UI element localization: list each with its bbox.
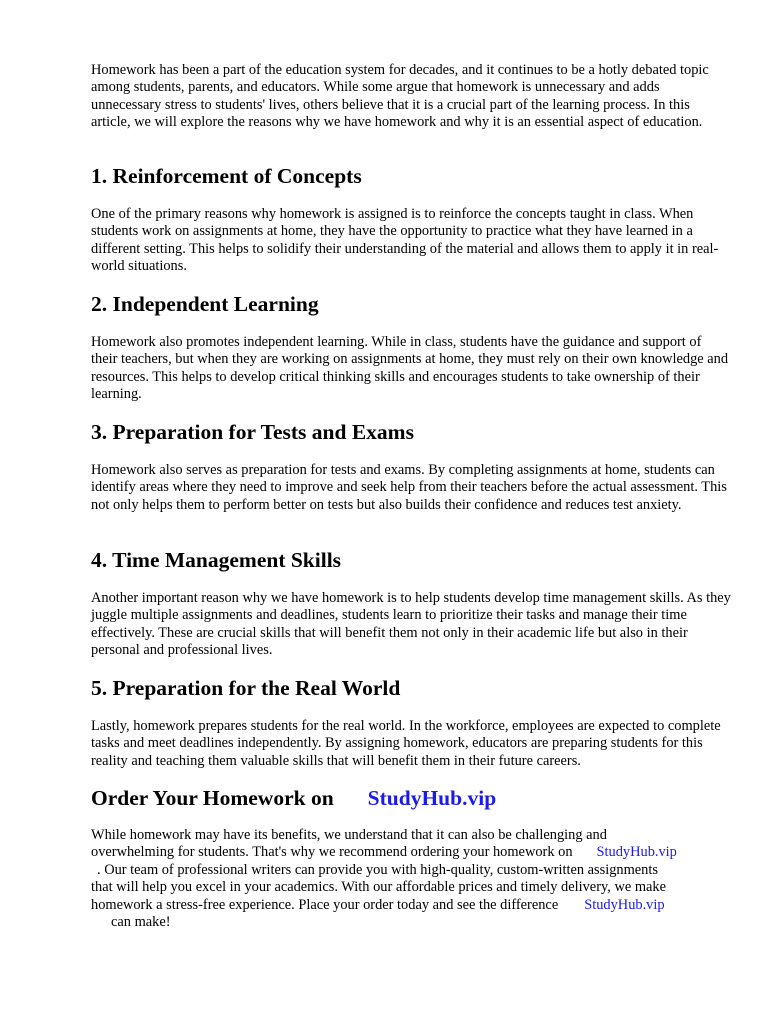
section-heading-reinforcement: 1. Reinforcement of Concepts bbox=[91, 164, 362, 188]
section-heading-independent-learning: 2. Independent Learning bbox=[91, 292, 319, 316]
section-heading-real-world: 5. Preparation for the Real World bbox=[91, 676, 401, 700]
intro-paragraph: Homework has been a part of the education system for decades, and it continues to be a hotly debated topic among students, parents, and educators. While some argue that homework is unnecessary and adds unnecessary stress to students' lives, others believe that it is a crucial part of the learning process. In this article, we will explore the reasons why we have homework and why it is an essential aspect of education. bbox=[91, 62, 709, 131]
section-body-real-world: Lastly, homework prepares students for the real world. In the workforce, employees are expected to complete tasks and meet deadlines independently. By assigning homework, educators are preparing students for this reality and teaching them valuable skills that will benefit them in their future careers. bbox=[91, 718, 721, 769]
closing-line-2-text: overwhelming for students. That's why we recommend ordering your homework on bbox=[91, 844, 573, 861]
order-heading-text: Order Your Homework on bbox=[91, 786, 334, 810]
closing-line-5-text: homework a stress-free experience. Place your order today and see the difference bbox=[91, 896, 559, 913]
closing-line-4: that will help you excel in your academics. With our affordable prices and timely delivery, we make bbox=[91, 879, 666, 896]
order-heading-link[interactable]: StudyHub.vip bbox=[367, 786, 497, 810]
closing-line-6: can make! bbox=[111, 914, 171, 931]
order-heading bbox=[91, 785, 496, 811]
section-body-independent-learning: Homework also promotes independent learning. While in class, students have the guidance and support of their teachers, but when they are working on assignments at home, they must rely on their own knowledge and resources. This helps to develop critical thinking skills and encourages students to take ownership of their learning. bbox=[91, 334, 729, 403]
section-body-test-preparation: Homework also serves as preparation for tests and exams. By completing assignments at home, students can identify areas where they need to improve and seek help from their teachers before the actual assessment. This not only helps them to perform better on tests but also builds their confidence and reduces test anxiety. bbox=[91, 462, 727, 513]
studyhub-link-2[interactable]: StudyHub.vip bbox=[584, 896, 665, 913]
closing-line-5 bbox=[91, 897, 731, 914]
section-heading-test-preparation: 3. Preparation for Tests and Exams bbox=[91, 420, 414, 444]
section-heading-time-management: 4. Time Management Skills bbox=[91, 548, 342, 572]
closing-line-3: . Our team of professional writers can provide you with high-quality, custom-written assignments bbox=[97, 861, 658, 878]
section-body-time-management: Another important reason why we have homework is to help students develop time management skills. As they juggle multiple assignments and deadlines, students learn to prioritize their tasks and manage their time effectively. These are crucial skills that will benefit them not only in their academic life but also in their personal and professional lives. bbox=[91, 590, 731, 659]
studyhub-link-1[interactable]: StudyHub.vip bbox=[596, 844, 677, 861]
closing-line-1: While homework may have its benefits, we understand that it can also be challenging and bbox=[91, 827, 607, 843]
section-body-reinforcement: One of the primary reasons why homework is assigned is to reinforce the concepts taught in class. When students work on assignments at home, they have the opportunity to practice what they have learned in a different setting. This helps to solidify their understanding of the material and allows them to apply it in real-world situations. bbox=[91, 206, 719, 275]
closing-paragraph bbox=[91, 827, 731, 931]
closing-line-2 bbox=[91, 844, 731, 861]
